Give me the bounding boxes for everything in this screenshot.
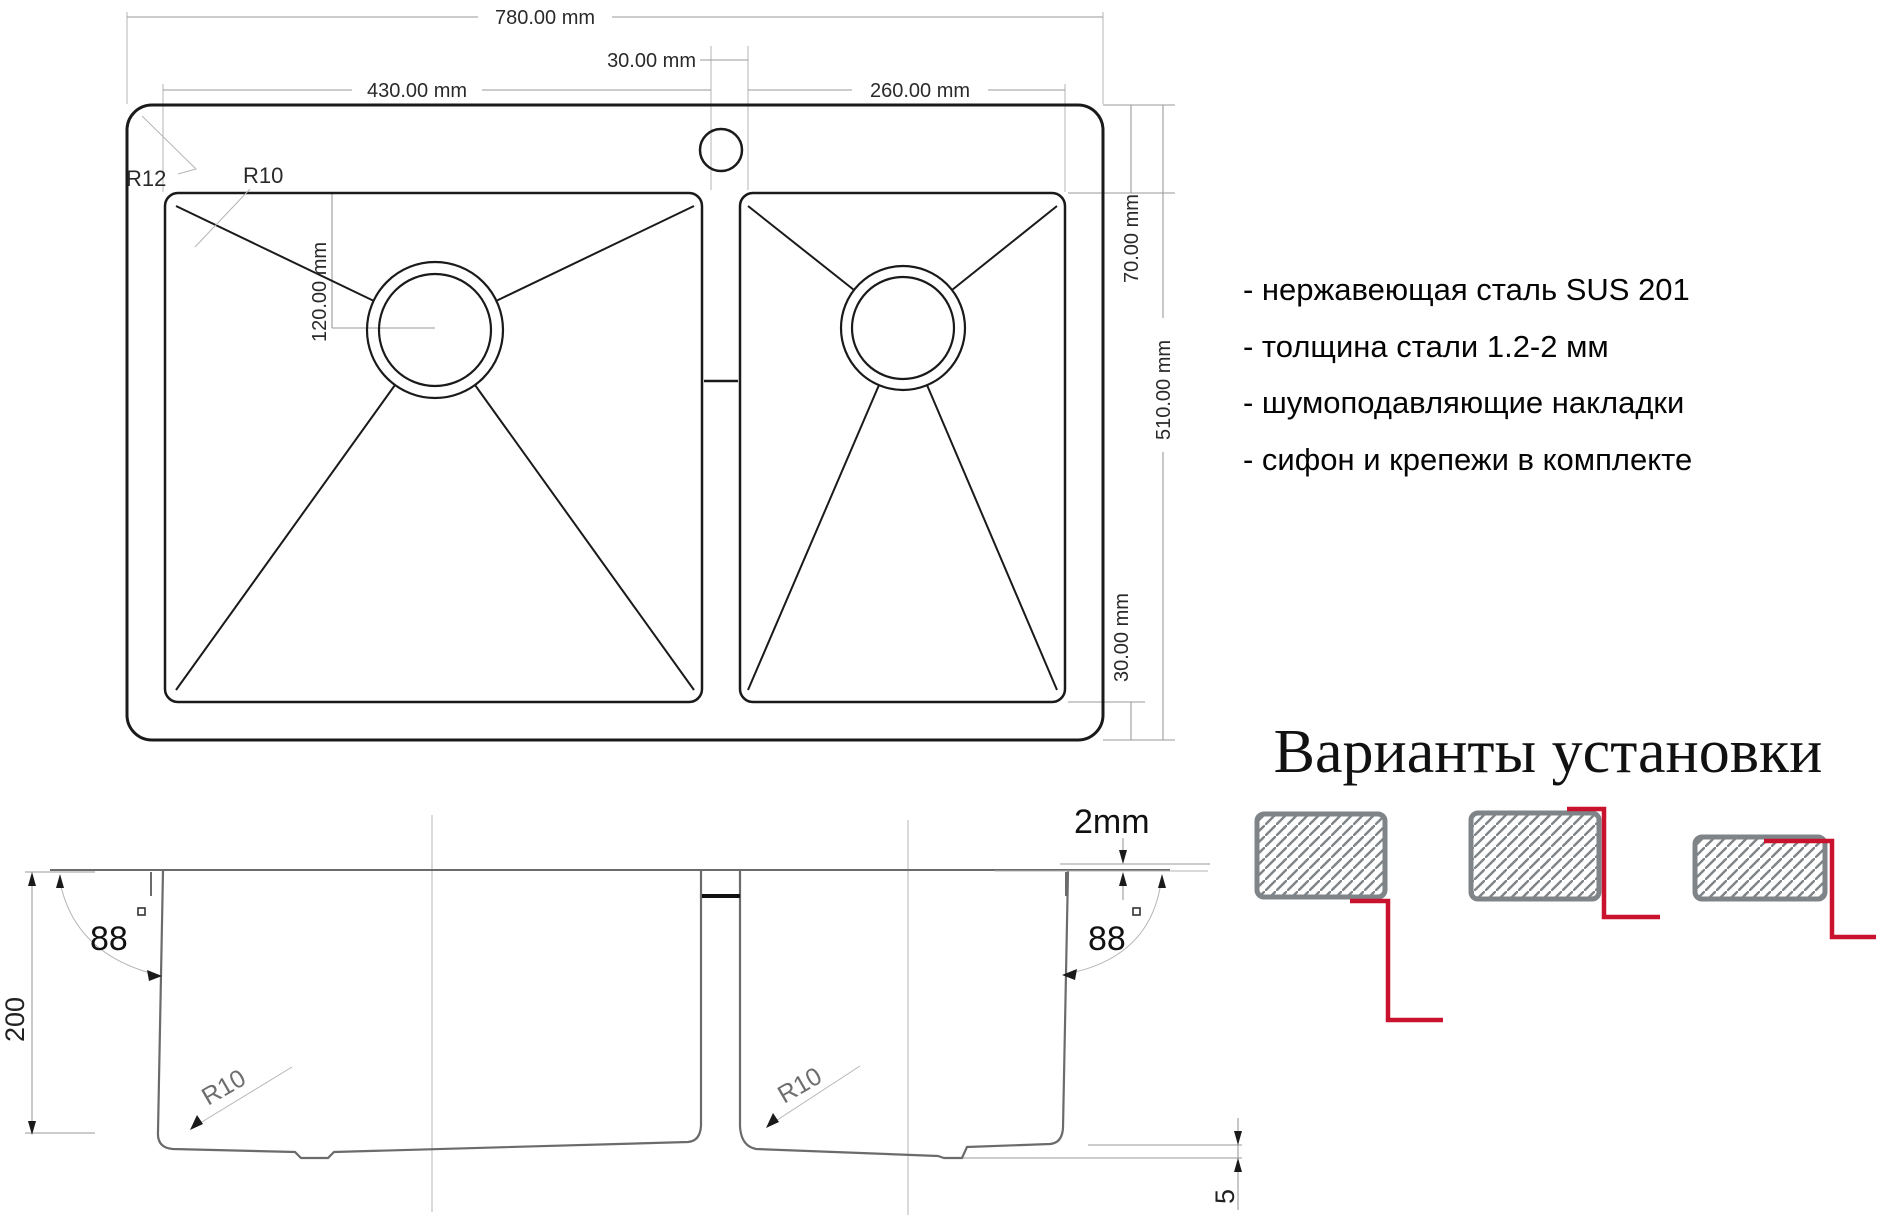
- dim-top-margin: 70.00 mm: [1121, 194, 1143, 283]
- divider-mark: [702, 894, 740, 898]
- angle-left: 88: [90, 920, 128, 958]
- sink-top-view: [126, 7, 1175, 740]
- install-option-undermount: [1695, 837, 1876, 937]
- dim-right-bowl-width: 260.00 mm: [869, 80, 971, 102]
- feature-item: - толщина стали 1.2-2 мм: [1243, 329, 1609, 364]
- install-option-overlay: [1257, 814, 1443, 1020]
- right-drain: [841, 266, 965, 390]
- countertop-section: [1257, 814, 1385, 897]
- countertop-section: [1695, 837, 1825, 899]
- dim-steel-thickness: 2mm: [1074, 803, 1150, 841]
- feature-item: - нержавеющая сталь SUS 201: [1243, 272, 1690, 307]
- label-corner-outer: R12: [126, 166, 167, 191]
- countertop-section: [1471, 813, 1599, 899]
- degree-square-right: [1133, 908, 1140, 915]
- angle-right: 88: [1088, 920, 1126, 958]
- feature-list: [1243, 272, 1692, 477]
- dim-total-height: 510.00 mm: [1153, 339, 1175, 440]
- fillet-right-label: R10: [773, 1062, 827, 1110]
- dim-bottom-margin: 30.00 mm: [1111, 593, 1133, 682]
- fillet-left-label: R10: [197, 1064, 251, 1112]
- dim-drain-offset: 120.00 mm: [309, 241, 331, 342]
- install-option-flush: [1471, 809, 1660, 917]
- dim-bottom-step: 5: [1210, 1188, 1240, 1204]
- label-corner-bowl: R10: [243, 163, 284, 188]
- sink-front-view: [0, 803, 1242, 1215]
- feature-item: - сифон и крепежи в комплекте: [1243, 442, 1693, 477]
- dim-total-width: 780.00 mm: [494, 7, 596, 29]
- faucet-hole: [700, 129, 742, 171]
- dim-left-bowl-width: 430.00 mm: [366, 80, 468, 102]
- dim-depth: 200: [0, 996, 30, 1042]
- left-drain: [367, 262, 503, 398]
- installation-heading: Варианты установки: [1273, 718, 1823, 786]
- feature-item: - шумоподавляющие накладки: [1243, 385, 1685, 420]
- sink-edge-profile: [1350, 901, 1443, 1020]
- installation-options: [1257, 718, 1876, 1020]
- degree-square-left: [138, 908, 145, 915]
- dim-divider-width: 30.00 mm: [607, 50, 696, 72]
- mounting-clips: [151, 872, 1066, 896]
